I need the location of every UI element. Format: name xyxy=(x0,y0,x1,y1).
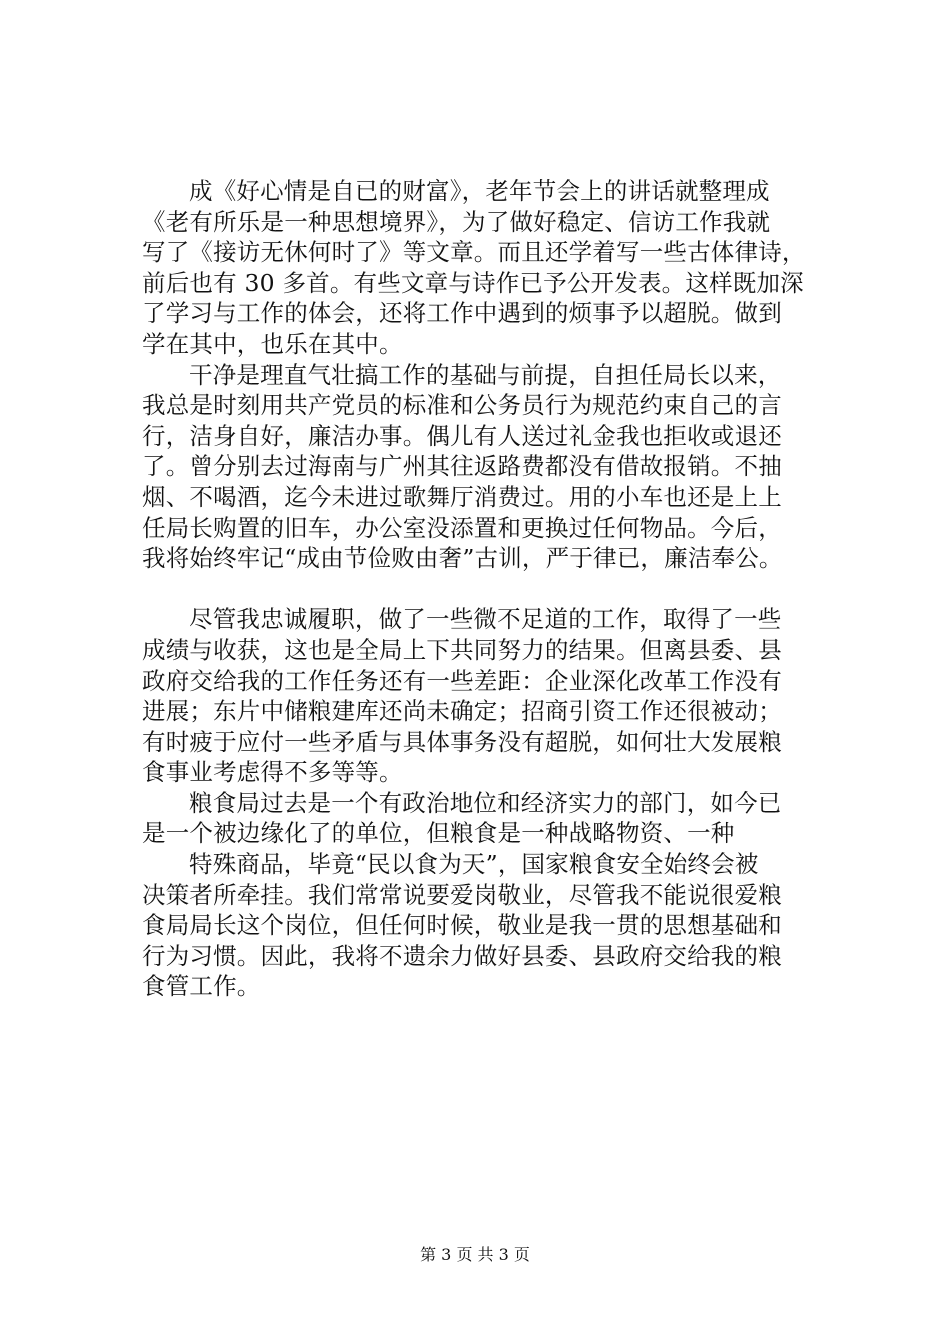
text-line: 尽管我忠诚履职，做了一些微不足道的工作，取得了一些 xyxy=(189,605,782,634)
text-line: 政府交给我的工作任务还有一些差距：企业深化改革工作没有 xyxy=(142,666,782,695)
document-body xyxy=(142,176,842,1002)
text-line: 食局局长这个岗位，但任何时候，敬业是我一贯的思想基础和 xyxy=(142,911,782,940)
text-line: 写了《接访无休何时了》等文章。而且还学着写一些古体律诗， xyxy=(142,238,806,267)
text-line: 干净是理直气壮搞工作的基础与前提，自担任局长以来， xyxy=(189,360,782,389)
paragraph-dedication xyxy=(142,849,842,1002)
paragraph-grain-bureau xyxy=(142,788,842,849)
page-number-footer: 第 3 页 共 3 页 xyxy=(420,1245,530,1264)
text-line: 了。曾分别去过海南与广州其往返路费都没有借故报销。不抽 xyxy=(142,452,782,481)
text-line: 成绩与收获，这也是全局上下共同努力的结果。但离县委、县 xyxy=(142,635,782,664)
text-line: 有时疲于应付一些矛盾与具体事务没有超脱，如何壮大发展粮 xyxy=(142,727,782,756)
text-line: 我将始终牢记“成由节俭败由奢”古训，严于律已，廉洁奉公。 xyxy=(142,544,783,573)
text-line: 食管工作。 xyxy=(142,972,261,1001)
text-line: 决策者所牵挂。我们常常说要爱岗敬业，尽管我不能说很爱粮 xyxy=(142,880,782,909)
text-line: 行，洁身自好，廉洁办事。偶儿有人送过礼金我也拒收或退还 xyxy=(142,421,782,450)
text-line: 烟、不喝酒，迄今未进过歌舞厅消费过。用的小车也还是上上 xyxy=(142,482,782,511)
paragraph-spacer xyxy=(142,574,842,605)
text-line: 行为习惯。因此，我将不遗余力做好县委、县政府交给我的粮 xyxy=(142,941,782,970)
text-line: 前后也有 30 多首。有些文章与诗作已予公开发表。这样既加深 xyxy=(142,268,804,297)
paragraph-integrity xyxy=(142,360,842,574)
text-line: 《老有所乐是一种思想境界》，为了做好稳定、信访工作我就 xyxy=(142,207,771,236)
text-line: 成《好心情是自已的财富》，老年节会上的讲话就整理成 xyxy=(189,177,770,205)
text-line: 食事业考虑得不多等等。 xyxy=(142,758,403,787)
text-line: 任局长购置的旧车，办公室没添置和更换过任何物品。今后， xyxy=(142,513,782,542)
paragraph-shortcomings xyxy=(142,604,842,788)
text-line: 粮食局过去是一个有政治地位和经济实力的部门，如今已 xyxy=(189,788,782,817)
text-line: 了学习与工作的体会，还将工作中遇到的烦事予以超脱。做到 xyxy=(142,299,782,328)
paragraph-hobby-writing xyxy=(142,176,842,360)
text-line: 学在其中，也乐在其中。 xyxy=(142,329,403,358)
text-line: 是一个被边缘化了的单位，但粮食是一种战略物资、一种 xyxy=(142,819,735,848)
text-line: 进展；东片中储粮建库还尚未确定；招商引资工作还很被动； xyxy=(142,697,782,726)
text-line: 我总是时刻用共产党员的标准和公务员行为规范约束自己的言 xyxy=(142,391,782,420)
text-line: 特殊商品，毕竟“民以食为天”，国家粮食安全始终会被 xyxy=(189,850,759,879)
